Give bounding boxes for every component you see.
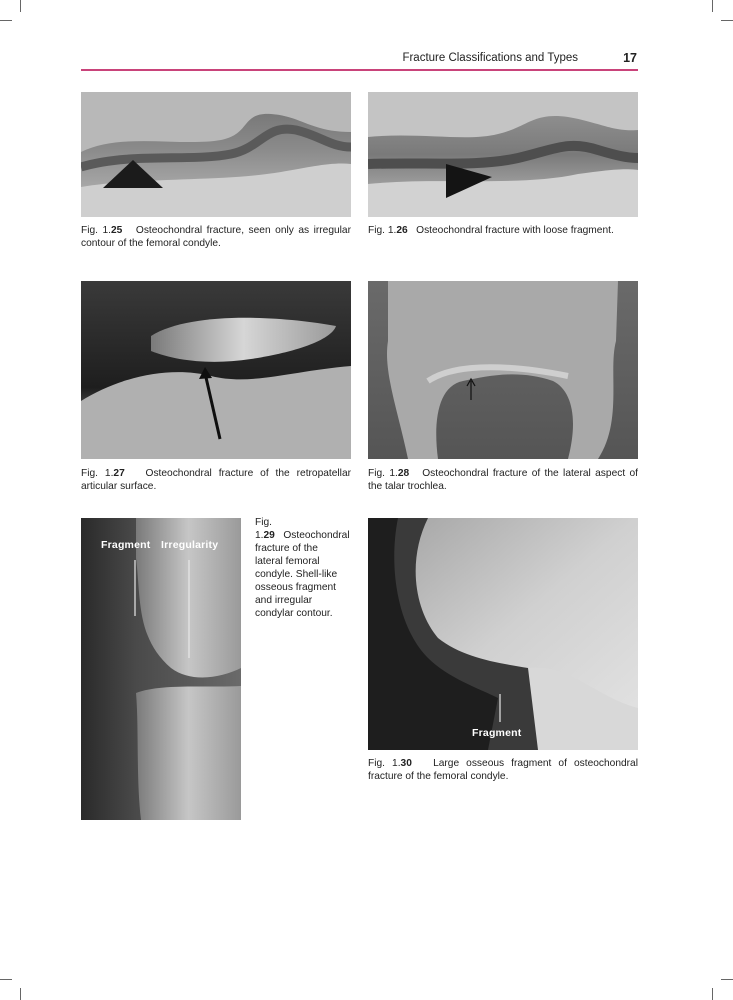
crop-mark — [0, 979, 12, 980]
figure-1-26-xray — [368, 92, 638, 217]
figure-1-30-xray — [368, 518, 638, 750]
figure-1-29-caption — [255, 516, 350, 620]
figure-1-25-number: 25 — [111, 225, 123, 236]
figure-1-27-text: Osteochondral fracture of the retropatellar articular surface. — [81, 468, 352, 492]
figure-1-30-label-fragment: Fragment — [472, 727, 522, 739]
crop-mark — [721, 979, 733, 980]
figure-1-25-text: Osteochondral fracture, seen only as irregular contour of the femoral condyle. — [81, 225, 351, 249]
figure-1-29-label-fragment: Fragment — [101, 539, 151, 551]
running-header-title: Fracture Classifications and Types — [402, 52, 578, 64]
figure-1-27-xray — [81, 281, 351, 459]
figure-1-29-label-irregularity: Irregularity — [161, 539, 219, 551]
figure-1-25-prefix: Fig. 1. — [81, 225, 111, 236]
figure-1-26-caption — [368, 224, 638, 237]
figure-1-25-xray — [81, 92, 351, 217]
figure-1-25-caption — [81, 224, 351, 250]
crop-mark — [712, 988, 713, 1000]
figure-1-27-caption — [81, 467, 351, 493]
header-rule — [81, 69, 638, 71]
crop-mark — [0, 20, 12, 21]
figure-1-29-text: Osteochondral fracture of the lateral femoral condyle. Shell-like osseous fragment and irregular condylar contour. — [255, 530, 350, 619]
page-number: 17 — [623, 51, 637, 65]
figure-1-28-prefix: Fig. 1. — [368, 468, 398, 479]
figure-1-28-text: Osteochondral fracture of the lateral aspect of the talar trochlea. — [368, 468, 638, 492]
crop-mark — [712, 0, 713, 12]
figure-1-26-prefix: Fig. 1. — [368, 225, 397, 236]
figure-1-30-number: 30 — [400, 758, 412, 769]
figure-1-30-prefix: Fig. 1. — [368, 758, 401, 769]
figure-1-30-caption — [368, 757, 638, 783]
figure-1-28-caption — [368, 467, 638, 493]
figure-1-26-number: 26 — [396, 225, 408, 236]
figure-1-27-number: 27 — [113, 468, 125, 479]
figure-1-28-xray — [368, 281, 638, 459]
figure-1-30-text: Large osseous fragment of osteochondral fracture of the femoral condyle. — [368, 758, 638, 782]
figure-1-28-number: 28 — [397, 468, 410, 479]
figure-1-29-prefix: Fig. 1. — [255, 517, 272, 541]
crop-mark — [721, 20, 733, 21]
crop-mark — [20, 0, 21, 12]
crop-mark — [20, 988, 21, 1000]
figure-1-27-prefix: Fig. 1. — [81, 468, 114, 479]
figure-1-29-number: 29 — [263, 530, 275, 541]
figure-1-26-text: Osteochondral fracture with loose fragment. — [416, 225, 614, 236]
figure-1-29-xray — [81, 518, 241, 820]
